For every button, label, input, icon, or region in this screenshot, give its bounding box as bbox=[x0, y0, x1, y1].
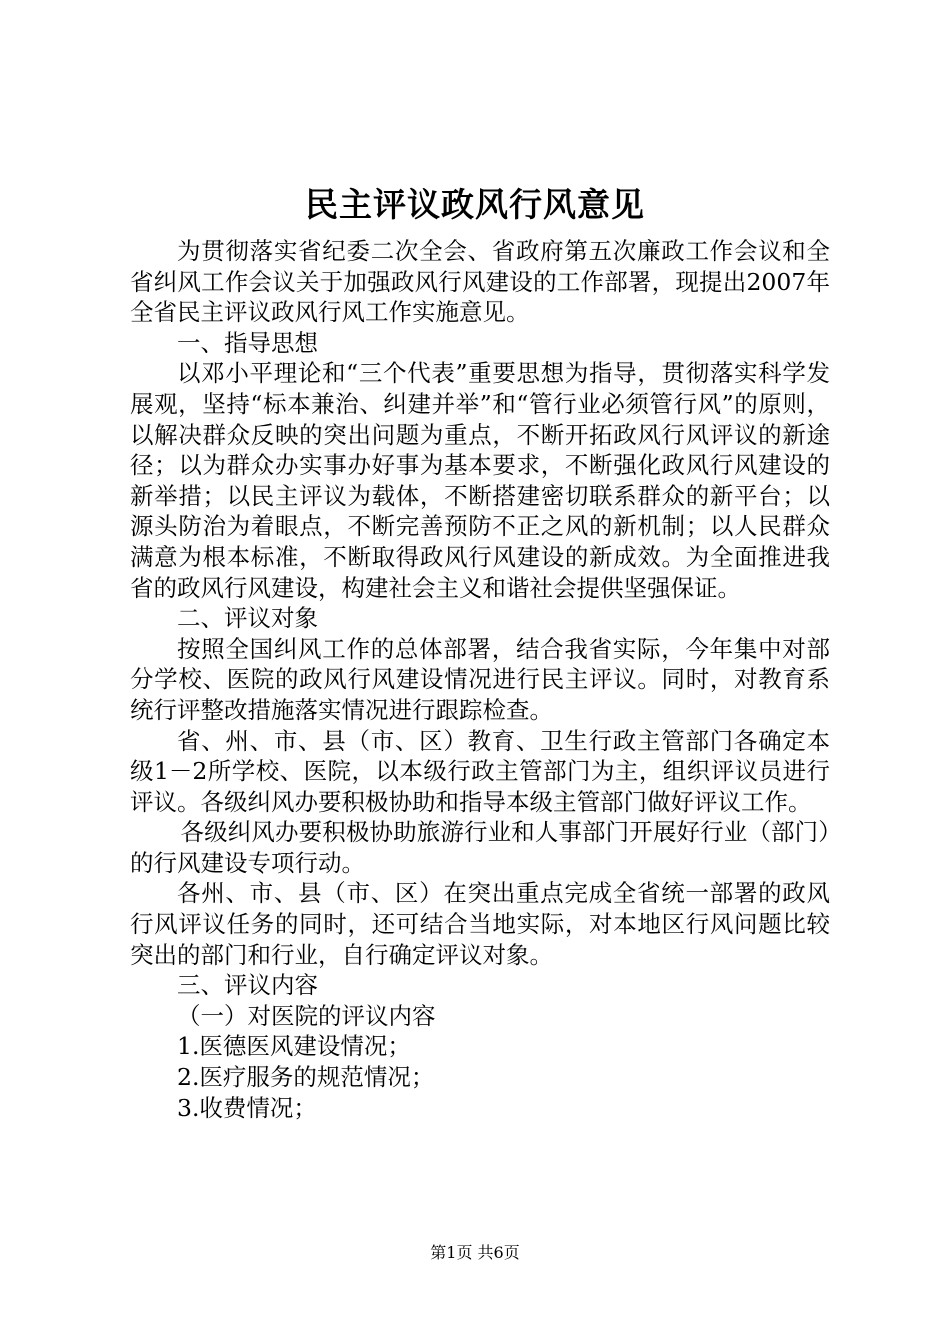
subsection-heading-hospitals: （一）对医院的评议内容 bbox=[177, 1001, 436, 1030]
local-targets-paragraph: 各州、市、县（市、区）在突出重点完成全省统一部署的政风行风评议任务的同时，还可结合当地实际，对本地区行风问题比较突出的部门和行业，自行确定评议对象。 bbox=[130, 879, 830, 969]
tourism-paragraph: 各级纠风办要积极协助旅游行业和人事部门开展好行业（部门）的行风建设专项行动。 bbox=[130, 818, 830, 877]
page-number-footer: 第1页 共6页 bbox=[430, 1243, 520, 1262]
section-heading-evaluation-content: 三、评议内容 bbox=[177, 971, 318, 1000]
guiding-ideology-paragraph: 以邓小平理论和“三个代表”重要思想为指导，贯彻落实科学发展观，坚持“标本兼治、纠建并举”和“管行业必须管行风”的原则，以解决群众反映的突出问题为重点，不断开拓政风行风评议的新途径；以为群众办实事办好事为基本要求，不断强化政风行风建设的新举措；以民主评议为载体，不断搭建密切联系群众的新平台；以源头防治为着眼点，不断完善预防不正之风的新机制；以人民群众满意为根本标准，不断取得政风行风建设的新成效。为全面推进我省的政风行风建设，构建社会主义和谐社会提供坚强保证。 bbox=[130, 359, 830, 602]
document-body bbox=[130, 236, 830, 1123]
document-title: 民主评议政风行风意见 bbox=[305, 185, 645, 224]
list-item: 2.医疗服务的规范情况； bbox=[177, 1063, 435, 1092]
list-item: 3.收费情况； bbox=[177, 1093, 317, 1122]
section-heading-evaluation-targets: 二、评议对象 bbox=[177, 604, 318, 633]
list-item: 1.医德医风建设情况； bbox=[177, 1032, 411, 1061]
intro-paragraph: 为贯彻落实省纪委二次全会、省政府第五次廉政工作会议和全省纠风工作会议关于加强政风行风建设的工作部署，现提出2007年全省民主评议政风行风工作实施意见。 bbox=[130, 237, 830, 327]
evaluation-targets-paragraph: 按照全国纠风工作的总体部署，结合我省实际，今年集中对部分学校、医院的政风行风建设情况进行民主评议。同时，对教育系统行评整改措施落实情况进行跟踪检查。 bbox=[130, 634, 830, 724]
section-heading-guiding-ideology: 一、指导思想 bbox=[177, 328, 318, 357]
departments-paragraph: 省、州、市、县（市、区）教育、卫生行政主管部门各确定本级1－2所学校、医院，以本级行政主管部门为主，组织评议员进行评议。各级纠风办要积极协助和指导本级主管部门做好评议工作。 bbox=[130, 726, 830, 816]
